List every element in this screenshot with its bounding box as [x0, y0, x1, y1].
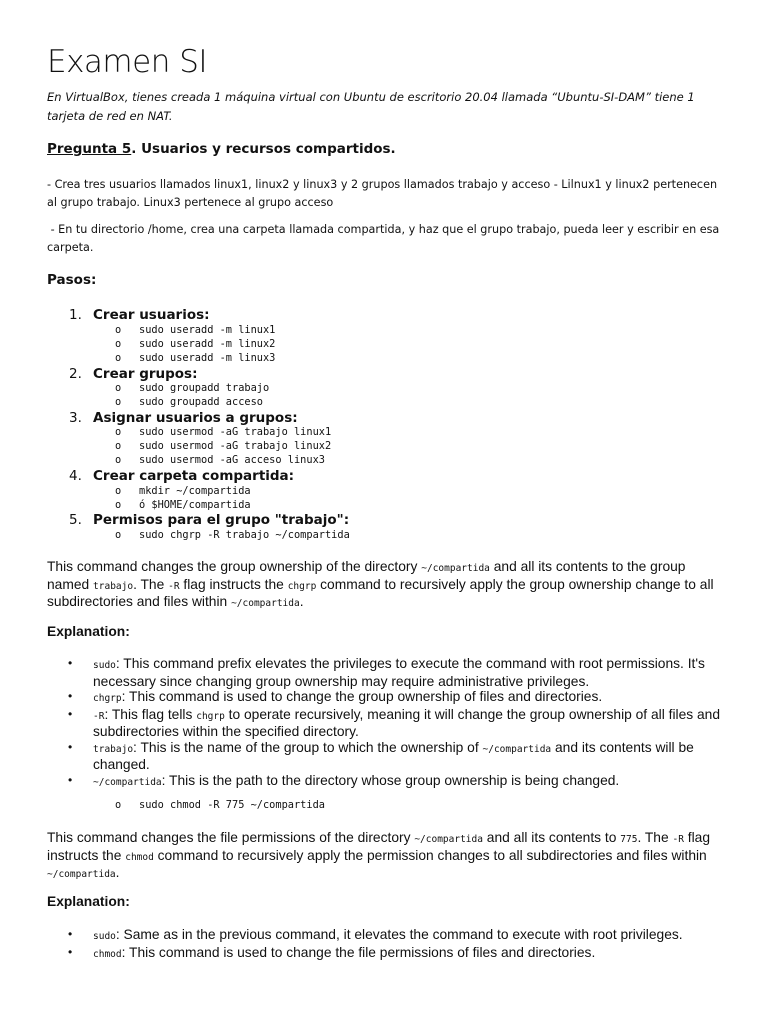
- inline-code: ~/compartida: [421, 563, 490, 574]
- step-number: 5.: [69, 512, 82, 528]
- command-text: sudo chgrp -R trabajo ~/compartida: [139, 529, 350, 541]
- text-run: This command changes the file permissions of the directory: [47, 830, 415, 845]
- inline-code: ~/compartida: [414, 834, 483, 845]
- question-title: . Usuarios y recursos compartidos.: [131, 141, 396, 157]
- step-number: 1.: [69, 307, 82, 323]
- step-title: Crear usuarios:: [93, 307, 210, 323]
- inline-code: chgrp: [287, 580, 317, 592]
- list-item: [47, 945, 727, 963]
- explanation-list-1: [47, 656, 727, 790]
- list-item: [47, 689, 727, 707]
- step-title: Permisos para el grupo "trabajo":: [93, 512, 350, 528]
- text-run: : This flag tells: [104, 706, 197, 722]
- text-run: .: [299, 594, 304, 609]
- text-run: and its contents will be changed.: [93, 739, 694, 772]
- text-run: and all its contents to: [482, 830, 621, 845]
- bullet-o-icon: o: [115, 799, 122, 811]
- text-run: : This is the name of the group to which the ownership of: [133, 739, 483, 755]
- command-text: sudo groupadd trabajo: [139, 382, 270, 394]
- pasos-heading: Pasos:: [47, 272, 97, 288]
- command-line: [115, 440, 331, 453]
- command-text: sudo useradd -m linux2: [139, 338, 276, 350]
- command-line: [115, 324, 275, 337]
- list-item: [47, 773, 727, 791]
- step-title: Asignar usuarios a grupos:: [93, 410, 298, 426]
- command-text: ó $HOME/compartida: [139, 499, 251, 511]
- inline-code: trabajo: [93, 743, 134, 755]
- text-run: : This command is used to change the group ownership of files and directories.: [121, 689, 603, 704]
- step-3: [69, 410, 298, 426]
- inline-code: chgrp: [93, 693, 122, 704]
- inline-code: ~/compartida: [93, 776, 162, 788]
- chmod-description: [47, 830, 727, 883]
- intro-text: En VirtualBox, tienes creada 1 máquina virtual con Ubuntu de escritorio 20.04 llamada “Ubuntu-SI-DAM” tiene 1 tarjeta de red en NAT.: [47, 90, 695, 123]
- task-1: - Crea tres usuarios llamados linux1, linux2 y linux3 y 2 grupos llamados trabajo y acceso - Lilnux1 y linux2 pertenecen al grupo trabajo. Linux3 pertenece al grupo acceso: [47, 178, 718, 209]
- text-run: : This command prefix elevates the privileges to execute the command with root permissions. It's necessary since changing group ownership may require administrative privileges.: [93, 656, 705, 689]
- command-line: [115, 382, 269, 395]
- text-run: : This is the path to the directory whose group ownership is being changed.: [161, 772, 620, 788]
- command-text: sudo useradd -m linux1: [139, 324, 276, 336]
- inline-code: -R: [672, 834, 684, 845]
- bullet-o-icon: o: [115, 352, 122, 364]
- text-run: command to recursively apply the permission changes to all subdirectories and files within: [153, 847, 707, 863]
- command-line: [115, 485, 251, 498]
- step-title: Crear grupos:: [93, 366, 198, 382]
- bullet-o-icon: o: [115, 499, 122, 511]
- command-text: sudo usermod -aG trabajo linux1: [139, 426, 332, 438]
- text-run: .: [115, 865, 120, 880]
- question-heading: [47, 141, 396, 157]
- explanation-heading-2: Explanation:: [47, 894, 130, 909]
- text-run: : This command is used to change the file permissions of files and directories.: [121, 944, 596, 960]
- command-text: sudo usermod -aG acceso linux3: [139, 454, 325, 466]
- text-run: flag instructs the: [179, 576, 288, 592]
- command-line: [115, 454, 325, 467]
- command-line: [115, 352, 275, 365]
- step-number: 3.: [69, 410, 82, 426]
- step-1: [69, 307, 210, 323]
- page-title: Examen SI: [47, 44, 208, 80]
- text-run: flag instructs the: [47, 830, 710, 863]
- bullet-o-icon: o: [115, 440, 122, 452]
- question-label: Pregunta 5: [47, 141, 132, 157]
- bullet-o-icon: o: [115, 426, 122, 438]
- bullet-o-icon: o: [115, 454, 122, 466]
- step-5: [69, 512, 349, 528]
- command-text: sudo chmod -R 775 ~/compartida: [139, 799, 325, 811]
- command-line: [115, 529, 350, 542]
- command-line: [115, 499, 251, 512]
- step-number: 2.: [69, 366, 82, 382]
- step-4: [69, 468, 294, 484]
- bullet-o-icon: o: [115, 396, 122, 408]
- text-run: This command changes the group ownership of the directory: [47, 559, 422, 574]
- bullet-o-icon: o: [115, 338, 122, 350]
- inline-code: chmod: [93, 948, 122, 960]
- task-2: - En tu directorio /home, crea una carpeta llamada compartida, y haz que el grupo trabajo, pueda leer y escribir en esa carpeta.: [47, 223, 723, 254]
- command-line: [115, 799, 325, 812]
- text-run: and all its contents to the group named: [47, 559, 686, 592]
- inline-code: 775: [620, 834, 638, 845]
- command-text: sudo usermod -aG trabajo linux2: [139, 440, 332, 452]
- text-run: : Same as in the previous command, it elevates the command to execute with root privileges.: [115, 927, 683, 942]
- bullet-o-icon: o: [115, 324, 122, 336]
- bullet-o-icon: o: [115, 382, 122, 394]
- chgrp-description: [47, 559, 727, 612]
- command-text: sudo groupadd acceso: [139, 396, 263, 408]
- inline-code: chgrp: [196, 710, 225, 722]
- text-run: to operate recursively, meaning it will change the group ownership of all files and subdirectories within the specified directory.: [93, 706, 721, 739]
- list-item: [47, 927, 727, 945]
- list-item: [47, 740, 727, 773]
- inline-code: ~/compartida: [231, 598, 300, 609]
- command-text: mkdir ~/compartida: [139, 485, 251, 497]
- command-line: [115, 338, 275, 351]
- command-line: [115, 396, 263, 409]
- inline-code: sudo: [93, 660, 116, 671]
- text-run: . The: [133, 576, 169, 592]
- inline-code: -R: [93, 710, 105, 722]
- bullet-o-icon: o: [115, 529, 122, 541]
- explanation-list-2: [47, 927, 727, 962]
- inline-code: ~/compartida: [47, 869, 116, 880]
- text-run: . The: [637, 830, 673, 845]
- list-item: [47, 707, 727, 740]
- list-item: [47, 656, 727, 689]
- text-run: command to recursively apply the group ownership change to all subdirectories and files within: [47, 576, 714, 609]
- command-line: [115, 426, 331, 439]
- command-text: sudo useradd -m linux3: [139, 352, 276, 364]
- inline-code: -R: [168, 580, 180, 592]
- inline-code: trabajo: [93, 580, 134, 592]
- inline-code: sudo: [93, 931, 116, 942]
- step-title: Crear carpeta compartida:: [93, 468, 295, 484]
- bullet-o-icon: o: [115, 485, 122, 497]
- inline-code: chmod: [125, 851, 154, 863]
- inline-code: ~/compartida: [482, 743, 552, 755]
- step-number: 4.: [69, 468, 82, 484]
- step-2: [69, 366, 198, 382]
- explanation-heading: Explanation:: [47, 624, 130, 639]
